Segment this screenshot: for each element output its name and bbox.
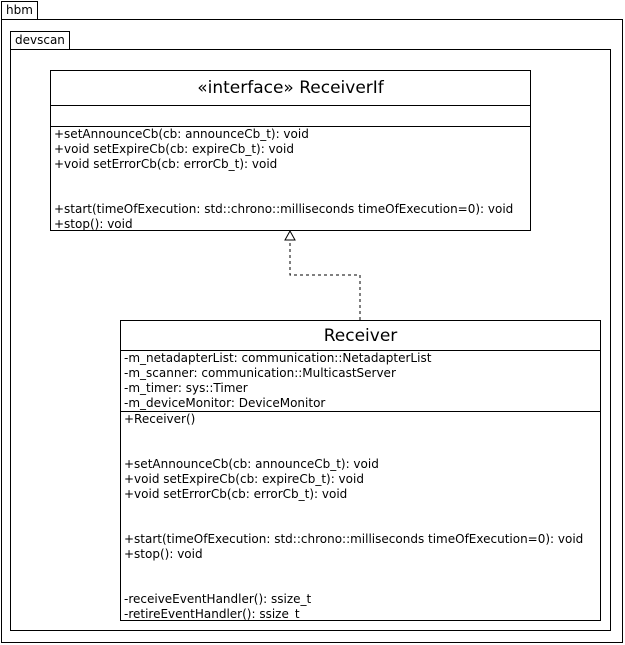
class-operation: +start(timeOfExecution: std::chrono::milliseconds timeOfExecution=0): void	[124, 532, 584, 546]
class-attributes-compartment	[121, 350, 600, 411]
package-name-hbm: hbm	[6, 3, 33, 17]
package-name-devscan: devscan	[15, 33, 65, 47]
class-operation: +setAnnounceCb(cb: announceCb_t): void	[124, 457, 379, 471]
interface-operation: +stop(): void	[54, 217, 133, 231]
interface-operation: +void setErrorCb(cb: errorCb_t): void	[54, 157, 278, 171]
class-operation: +void setExpireCb(cb: expireCb_t): void	[124, 472, 364, 486]
class-operation: +stop(): void	[124, 547, 203, 561]
class-attribute: -m_netadapterList: communication::NetadapterList	[124, 351, 432, 365]
class-operation: +void setErrorCb(cb: errorCb_t): void	[124, 487, 348, 501]
class-attribute: -m_scanner: communication::MulticastServer	[124, 366, 396, 380]
class-attribute: -m_timer: sys::Timer	[124, 381, 248, 395]
class-header	[121, 321, 600, 350]
class-receiver	[120, 320, 601, 621]
class-attribute: -m_deviceMonitor: DeviceMonitor	[124, 396, 326, 410]
class-operation: -retireEventHandler(): ssize_t	[124, 607, 300, 621]
class-operation: -receiveEventHandler(): ssize_t	[124, 592, 312, 606]
class-name: Receiver	[323, 325, 398, 346]
interface-name: ReceiverIf	[299, 78, 384, 98]
interface-operation: +setAnnounceCb(cb: announceCb_t): void	[54, 127, 309, 141]
class-operation: +Receiver()	[124, 412, 196, 426]
interface-stereotype: «interface»	[197, 78, 294, 98]
interface-operation: +start(timeOfExecution: std::chrono::milliseconds timeOfExecution=0): void	[54, 202, 514, 216]
class-operations-compartment	[121, 411, 600, 622]
interface-operation: +void setExpireCb(cb: expireCb_t): void	[54, 142, 294, 156]
